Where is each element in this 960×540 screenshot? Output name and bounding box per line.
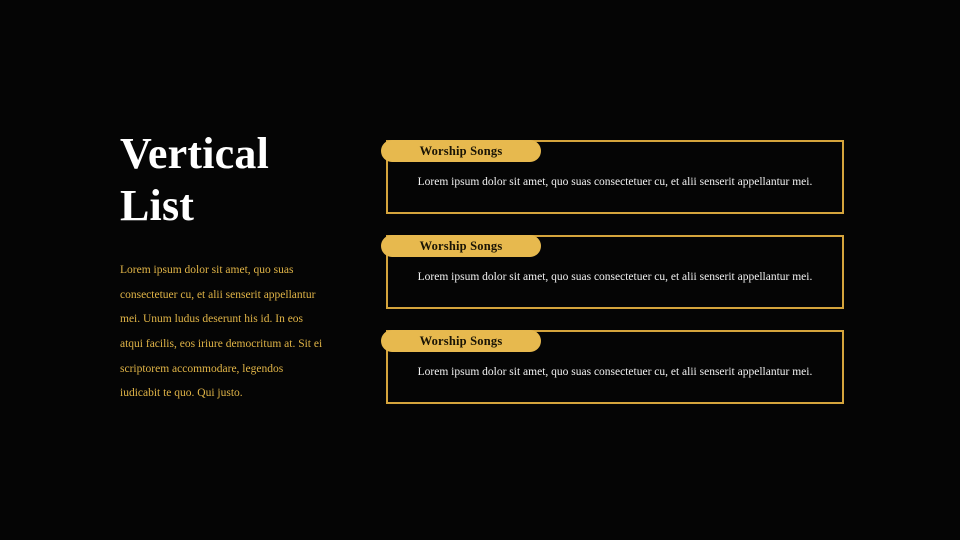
- intro-paragraph: Lorem ipsum dolor sit amet, quo suas consectetuer cu, et alii senserit appellantur mei. Unum ludus deserunt his id. In eos atqui facilis, eos iriure democritum at. Sit ei scriptorem accommodare, legendos iudicabit te quo. Qui justo.: [120, 263, 323, 400]
- list-item-description: Lorem ipsum dolor sit amet, quo suas consectetuer cu, et alii senserit appellantur mei.: [417, 176, 813, 189]
- list-item-pill-3[interactable]: [381, 330, 541, 352]
- page-title-line-1: Vertical: [120, 129, 270, 178]
- list-item: [381, 140, 844, 214]
- page-title-line-2: List: [120, 180, 195, 230]
- list-item-pill-1[interactable]: [381, 140, 541, 162]
- list-item: [381, 330, 844, 404]
- page-title: [120, 128, 335, 232]
- list-item-description: Lorem ipsum dolor sit amet, quo suas consectetuer cu, et alii senserit appellantur mei.: [417, 366, 813, 379]
- list-item-description: Lorem ipsum dolor sit amet, quo suas consectetuer cu, et alii senserit appellantur mei.: [417, 271, 813, 284]
- list-item: [381, 235, 844, 309]
- left-column: [120, 128, 335, 418]
- list-item-label: Worship Songs: [419, 143, 503, 158]
- list-item-label: Worship Songs: [419, 333, 503, 348]
- list-item-label: Worship Songs: [419, 238, 503, 253]
- list-item-pill-2[interactable]: [381, 235, 541, 257]
- vertical-list: [381, 130, 844, 425]
